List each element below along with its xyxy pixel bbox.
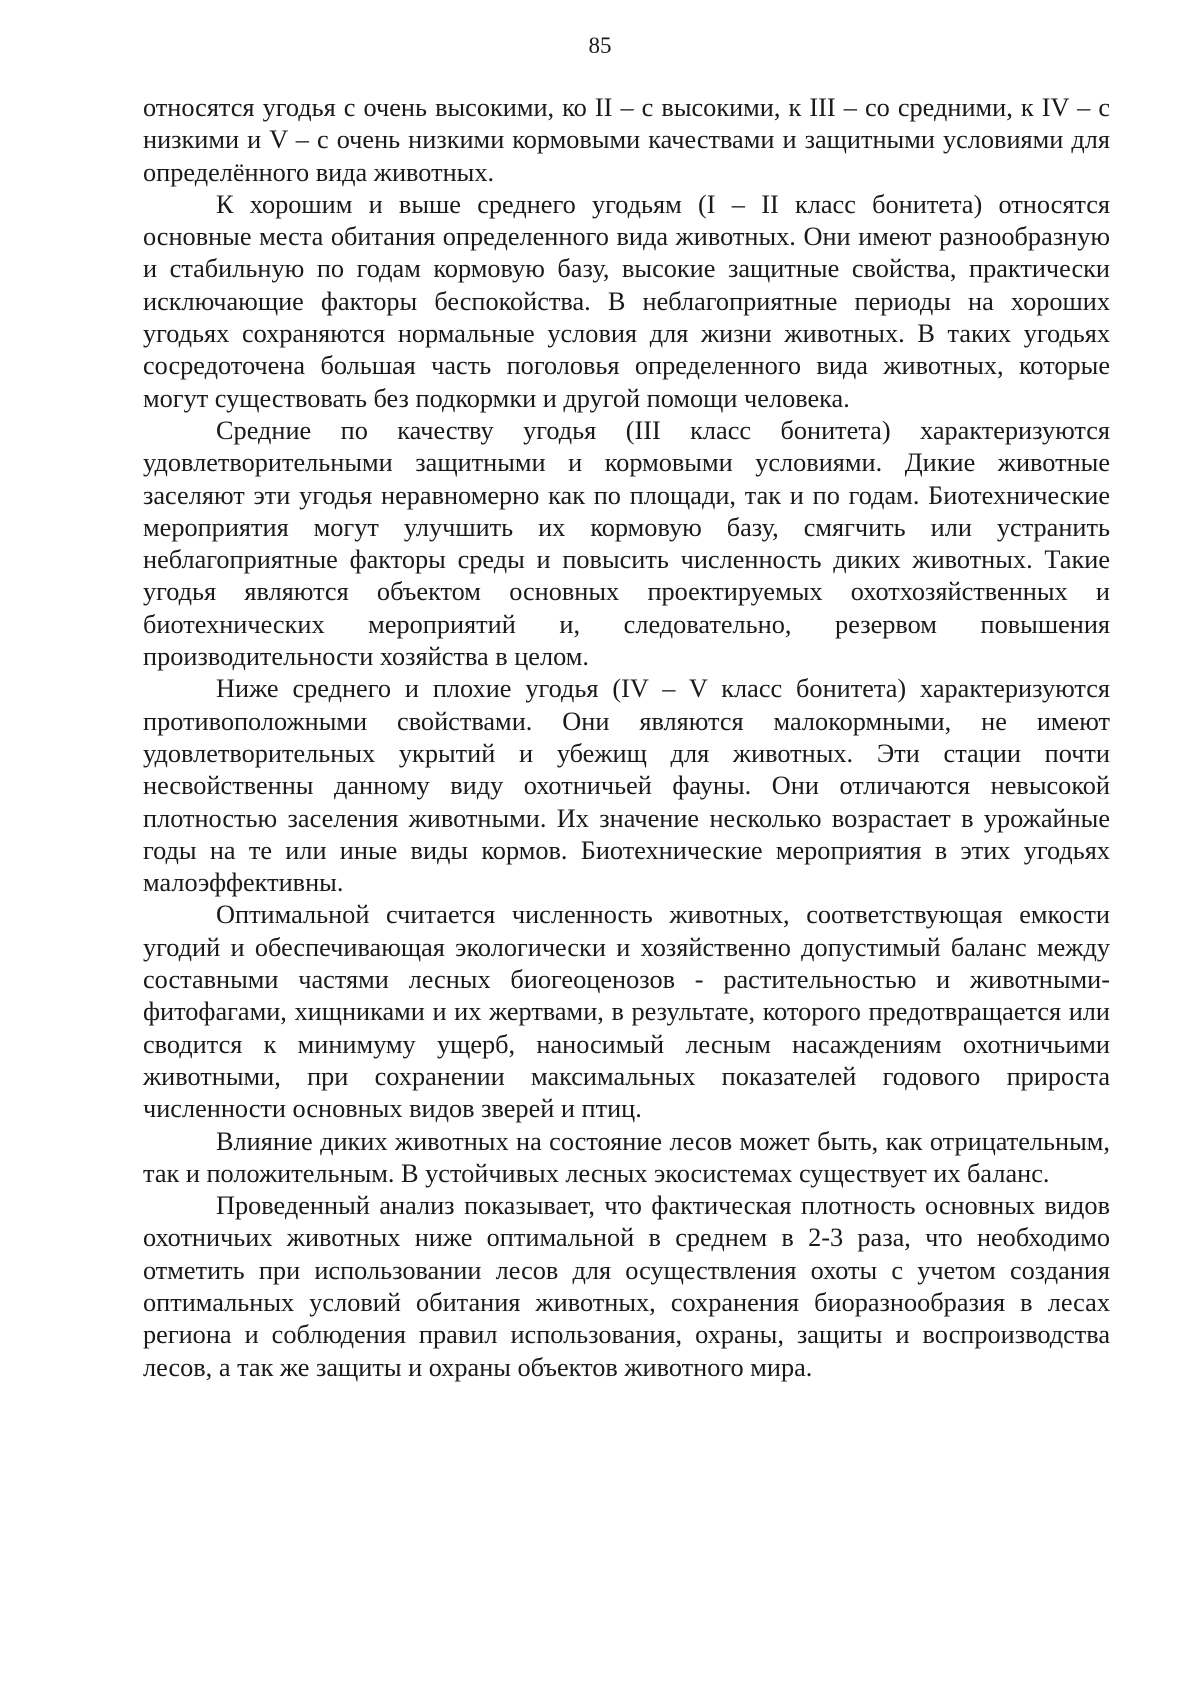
page-number: 85 [588,33,612,58]
paragraph-optimal-numbers: Оптимальной считается численность животных, соответствующая емкости угодий и обеспечивающая экологически и хозяйственно допустимый баланс между составными частями лесных биогеоценозов - растительностью и животными-фитофагами, хищниками и их жертвами, в результате, которого предотвращается или сводится к минимуму ущерб, наносимый лесным насаждениям охотничьими животными, при сохранении максимальных показателей годового прироста численности основных видов зверей и птиц. [143,900,1110,1124]
paragraph-continued: относятся угодья с очень высокими, ко II – с высокими, к III – со средними, к IV – с низкими и V – с очень низкими кормовыми качествами и защитными условиями для определённого вида животных. [143,93,1110,187]
paragraph-animal-influence: Влияние диких животных на состояние лесов может быть, как отрицательным, так и положительным. В устойчивых лесных экосистемах существует их баланс. [143,1126,1110,1188]
paragraph-good-lands: К хорошим и выше среднего угодьям (I – II класс бонитета) относятся основные места обитания определенного вида животных. Они имеют разнообразную и стабильную по годам кормовую базу, высокие защитные свойства, практически исключающие факторы беспокойства. В неблагоприятные периоды на хороших угодьях сохраняются нормальные условия для жизни животных. В таких угодьях сосредоточена большая часть поголовья определенного вида животных, которые могут существовать без подкормки и другой помощи человека. [143,189,1110,413]
paragraph-medium-lands: Средние по качеству угодья (III класс бонитета) характеризуются удовлетворительными защитными и кормовыми условиями. Дикие животные заселяют эти угодья неравномерно как по площади, так и по годам. Биотехнические мероприятия могут улучшить их кормовую базу, смягчить или устранить неблагоприятные факторы среды и повысить численность диких животных. Такие угодья являются объектом основных проектируемых охотхозяйственных и биотехнических мероприятий и, следовательно, резервом повышения производительности хозяйства в целом. [143,415,1110,672]
paragraph-analysis: Проведенный анализ показывает, что фактическая плотность основных видов охотничьих животных ниже оптимальной в среднем в 2-3 раза, что необходимо отметить при использовании лесов для осуществления охоты с учетом создания оптимальных условий обитания животных, сохранения биоразнообразия в лесах региона и соблюдения правил использования, охраны, защиты и воспроизводства лесов, а так же защиты и охраны объектов животного мира. [143,1191,1110,1382]
body-text [143,92,1110,1384]
paragraph-poor-lands: Ниже среднего и плохие угодья (IV – V класс бонитета) характеризуются противоположными свойствами. Они являются малокормными, не имеют удовлетворительных укрытий и убежищ для животных. Эти стации почти несвойственны данному виду охотничьей фауны. Они отличаются невысокой плотностью заселения животными. Их значение несколько возрастает в урожайные годы на те или иные виды кормов. Биотехнические мероприятия в этих угодьях малоэффективны. [143,674,1110,898]
